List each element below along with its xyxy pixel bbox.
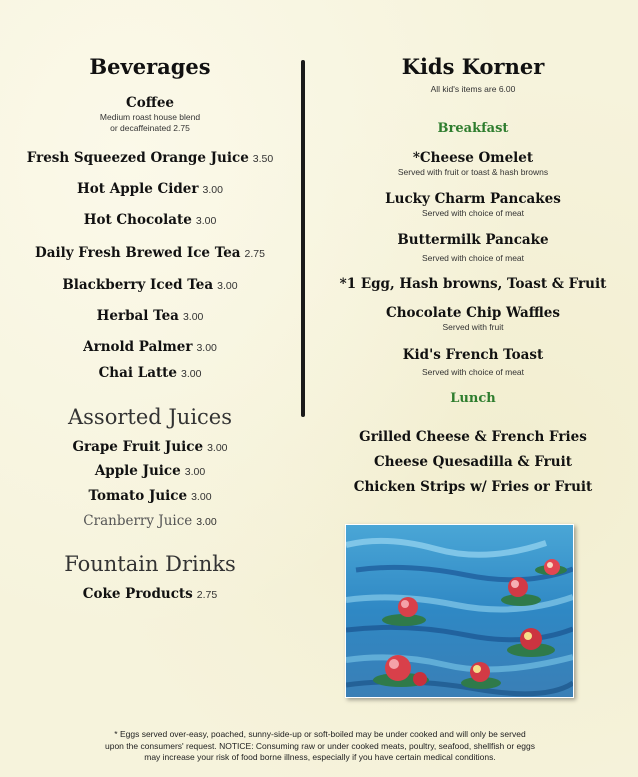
menu-item-desc: Served with fruit	[442, 322, 504, 332]
footer-notice	[40, 729, 600, 764]
fountain-heading: Fountain Drinks	[64, 552, 236, 576]
water-lily-painting-image	[346, 525, 573, 697]
menu-item: Coke Products 2.75	[82, 586, 218, 602]
menu-item: Herbal Tea 3.00	[96, 308, 204, 324]
juices-heading: Assorted Juices	[67, 405, 232, 429]
menu-item: Hot Apple Cider 3.00	[77, 181, 223, 197]
breakfast-heading: Breakfast	[437, 121, 509, 136]
menu-item: Grape Fruit Juice 3.00	[72, 439, 228, 455]
menu-item: Lucky Charm Pancakes	[385, 191, 561, 207]
menu-item: *1 Egg, Hash browns, Toast & Fruit	[339, 276, 607, 292]
menu-item: Arnold Palmer 3.00	[83, 339, 217, 355]
beverages-heading: Beverages	[89, 54, 211, 79]
water-lily-painting	[345, 524, 574, 698]
menu-item: Chai Latte 3.00	[98, 365, 202, 381]
menu-item: Tomato Juice 3.00	[88, 488, 212, 504]
menu-item: Apple Juice 3.00	[94, 463, 206, 479]
menu-item: Cheese Quesadilla & Fruit	[374, 454, 572, 470]
menu-item: Daily Fresh Brewed Ice Tea 2.75	[35, 245, 265, 261]
menu-item-desc: Served with fruit or toast & hash browns	[397, 167, 549, 177]
menu-item: Chocolate Chip Waffles	[385, 305, 561, 321]
coffee-desc-1: Medium roast house blend	[99, 112, 201, 122]
menu-item-desc: Served with choice of meat	[421, 253, 525, 263]
menu-item: Chicken Strips w/ Fries or Fruit	[353, 479, 593, 495]
column-divider	[301, 60, 305, 417]
lunch-heading: Lunch	[450, 391, 496, 406]
menu-item: *Cheese Omelet	[412, 150, 534, 166]
menu-item: Grilled Cheese & French Fries	[359, 429, 587, 445]
menu-item-desc: Served with choice of meat	[421, 208, 525, 218]
menu-item: Fresh Squeezed Orange Juice 3.50	[26, 150, 274, 166]
menu-item: Kid's French Toast	[402, 347, 544, 363]
footer-line-1: * Eggs served over-easy, poached, sunny-side-up or soft-boiled may be under cooked and will only be served	[114, 729, 526, 739]
menu-item-desc: Served with choice of meat	[421, 367, 525, 377]
coffee-desc-2: or decaffeinated 2.75	[110, 123, 190, 133]
coffee-name: Coffee	[125, 95, 174, 111]
menu-item: Cranberry Juice 3.00	[83, 513, 217, 529]
kids-heading: Kids Korner	[401, 54, 545, 79]
footer-line-3: may increase your risk of food borne illness, especially if you have certain medical conditions.	[144, 752, 496, 762]
menu-item: Hot Chocolate 3.00	[83, 212, 217, 228]
menu-item: Buttermilk Pancake	[397, 232, 549, 248]
kids-note: All kid's items are 6.00	[430, 84, 516, 94]
menu-item: Blackberry Iced Tea 3.00	[62, 277, 238, 293]
footer-line-2: upon the consumers' request. NOTICE: Consuming raw or under cooked meats, poultry, seafood, shellfish or eggs	[105, 740, 535, 751]
